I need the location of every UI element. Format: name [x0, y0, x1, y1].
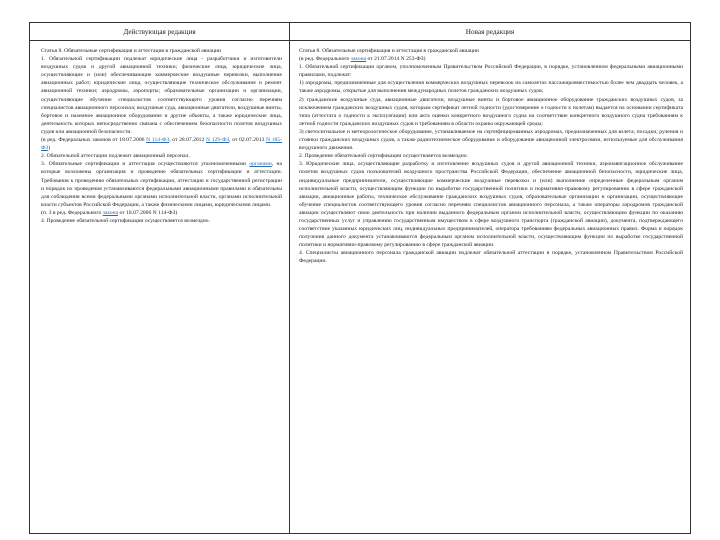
paragraph-1-item-2: 2) гражданские воздушные суда, авиационные двигатели, воздушные винты и бортовое авиационное оборудование гражданских воздушных судов, за исключением гражданских воздушных судов, которым сертификат летной годности (удостоверение о годности к полетам) выдается на основании сертификата типа (аттестата о годности к эксплуатации) или акта оценки конкретного воздушного судна на соответствие конкретного воздушного судна требованиям к летной годности гражданских воздушных судов и требованиям в области охраны окружающей среды; [299, 96, 683, 127]
amendment-note [41, 209, 282, 217]
header-new-edition: Новая редакция [290, 23, 690, 41]
paragraph-text: , на которые возложены организация и проведение обязательных сертификации и аттестации. Требования к проведению обязательных сертификации, аттестации и государственной регистрации и порядок их проведения устанавливаются федеральными авиационными правилами и обязательны для соблюдения всеми федеральными органами исполнительной власти, органами исполнительной власти субъектов Российской Федерации, а также физическими лицами, юридическими лицами. [41, 161, 283, 208]
comparison-table [29, 22, 691, 534]
paragraph-text: 3. Обязательные сертификация и аттестация осуществляются уполномоченными [41, 161, 246, 168]
paragraph-1-item-3: 3) светосигнальное и метеорологическое оборудование, устанавливаемое на сертифицированных аэродромах, предназначенных для взлета, посадки, руления и стоянки гражданских воздушных судов, а также радиотехническое оборудование и оборудование авиационной электросвязи, используемые для обслуживания воздушного движения. [299, 128, 683, 152]
note-text: от 18.07.2006 N 114-ФЗ) [119, 209, 178, 216]
note-text: (в ред. Федерального [299, 56, 350, 63]
note-text: , от 02.07.2013 [229, 137, 265, 144]
current-edition-column [30, 41, 290, 533]
note-text: (п. 3 в ред. Федерального [41, 209, 102, 216]
law-link-253[interactable]: закона [350, 56, 367, 63]
article-title: Статья 8. Обязательные сертификация и аттестация в гражданской авиации [299, 48, 479, 54]
paragraph-1: 1. Обязательной сертификации подлежат юридические лица - разработчики и изготовители воздушных судов и другой авиационной техники; физические лица, юридические лица, осуществляющие и (или) обеспечивающие коммерческие воздушные перевозки, выполнение авиационных работ; юридические лица, осуществляющие техническое обслуживание и ремонт авиационной техники; аэродромы, аэропорты; образовательные организации и организации, осуществляющие обучение специалистов соответствующего уровня согласно перечням специалистов авиационного персонала; воздушные суда, авиационные двигатели, воздушные винты, бортовое и наземное авиационное оборудование и другие объекты, а также юридические лица, деятельность которых непосредственно связана с обеспечением безопасности полетов воздушных судов или авиационной безопасности. [41, 56, 282, 135]
note-text: , от 28.07.2012 [169, 137, 205, 144]
law-link[interactable]: закона [102, 209, 119, 216]
law-link-129[interactable]: N 129-ФЗ [205, 137, 230, 144]
paragraph-3: 3. Юридические лица, осуществляющие разработку и изготовление воздушных судов и другой авиационной техники, аэронавигационное обслуживание полетов воздушных судов пользователей воздушного пространства Российской Федерации, обеспечение авиационной безопасности, юридические лица, индивидуальные предприниматели, осуществляющие коммерческие воздушные перевозки и (или) выполнение определенные федеральным органом исполнительной власти, осуществляющим функции по выработке государственной политики и нормативно-правовому регулированию в сфере гражданской авиации, авиационные работы, техническое обслуживание гражданских воздушных судов, образовательные организации и организации, осуществляющие обучение специалистов соответствующего уровня согласно перечням специалистов авиационного персонала, а также операторы аэродромов гражданской авиации осуществляют свою деятельность при наличии выданного федеральным органом исполнительной власти, осуществляющим функции по оказанию государственных услуг и управлению государственным имуществом в сфере воздушного транспорта (гражданской авиации), документа, подтверждающего соответствие указанных юридических лиц, индивидуальных предпринимателей, оператора требованиям федеральных авиационных правил. Форма и порядок получения данного документа устанавливаются федеральным органом исполнительной власти, осуществляющим функции по выработке государственной политики и нормативно-правовому регулированию в сфере гражданской авиации. [299, 161, 683, 249]
paragraph-1: 1. Обязательной сертификации органом, уполномоченным Правительством Российской Федерации, в порядке, установленном федеральными авиационными правилами, подлежат: [299, 64, 683, 79]
header-current-edition: Действующая редакция [30, 23, 290, 41]
paragraph-4: 4. Проведение обязательной сертификации осуществляется возмездно. [41, 217, 210, 224]
article-title: Статья 8. Обязательные сертификация и аттестация в гражданской авиации [41, 48, 221, 54]
note-text: (в ред. Федеральных законов от 18.07.2006 [41, 137, 145, 144]
amendment-note [41, 136, 282, 152]
paragraph-2: 2. Проведение обязательной сертификации осуществляется возмездно. [299, 153, 468, 160]
new-edition-column [290, 41, 690, 533]
law-link-114[interactable]: N 114-ФЗ [146, 137, 170, 144]
paragraph-4: 4. Специалисты авиационного персонала гражданской авиации подлежат обязательной аттестации в порядке, установленном Правительством Российской Федерации. [299, 250, 683, 265]
note-text: от 21.07.2014 N 253-ФЗ) [367, 56, 426, 63]
law-link-185[interactable]: N 185-ФЗ [41, 137, 282, 152]
paragraph-1-item-1: 1) аэродромы, предназначенные для осуществления коммерческих воздушных перевозок на самолетах пассажировместимостью более чем двадцать человек, а также аэродромы, открытые для выполнения международных полетов гражданских воздушных судов; [299, 80, 683, 95]
note-text: ) [48, 145, 51, 152]
organs-link[interactable]: органами [249, 161, 272, 168]
paragraph-3 [41, 160, 282, 209]
amendment-note [299, 55, 683, 63]
paragraph-2: 2. Обязательной аттестации подлежит авиационный персонал. [41, 153, 190, 160]
